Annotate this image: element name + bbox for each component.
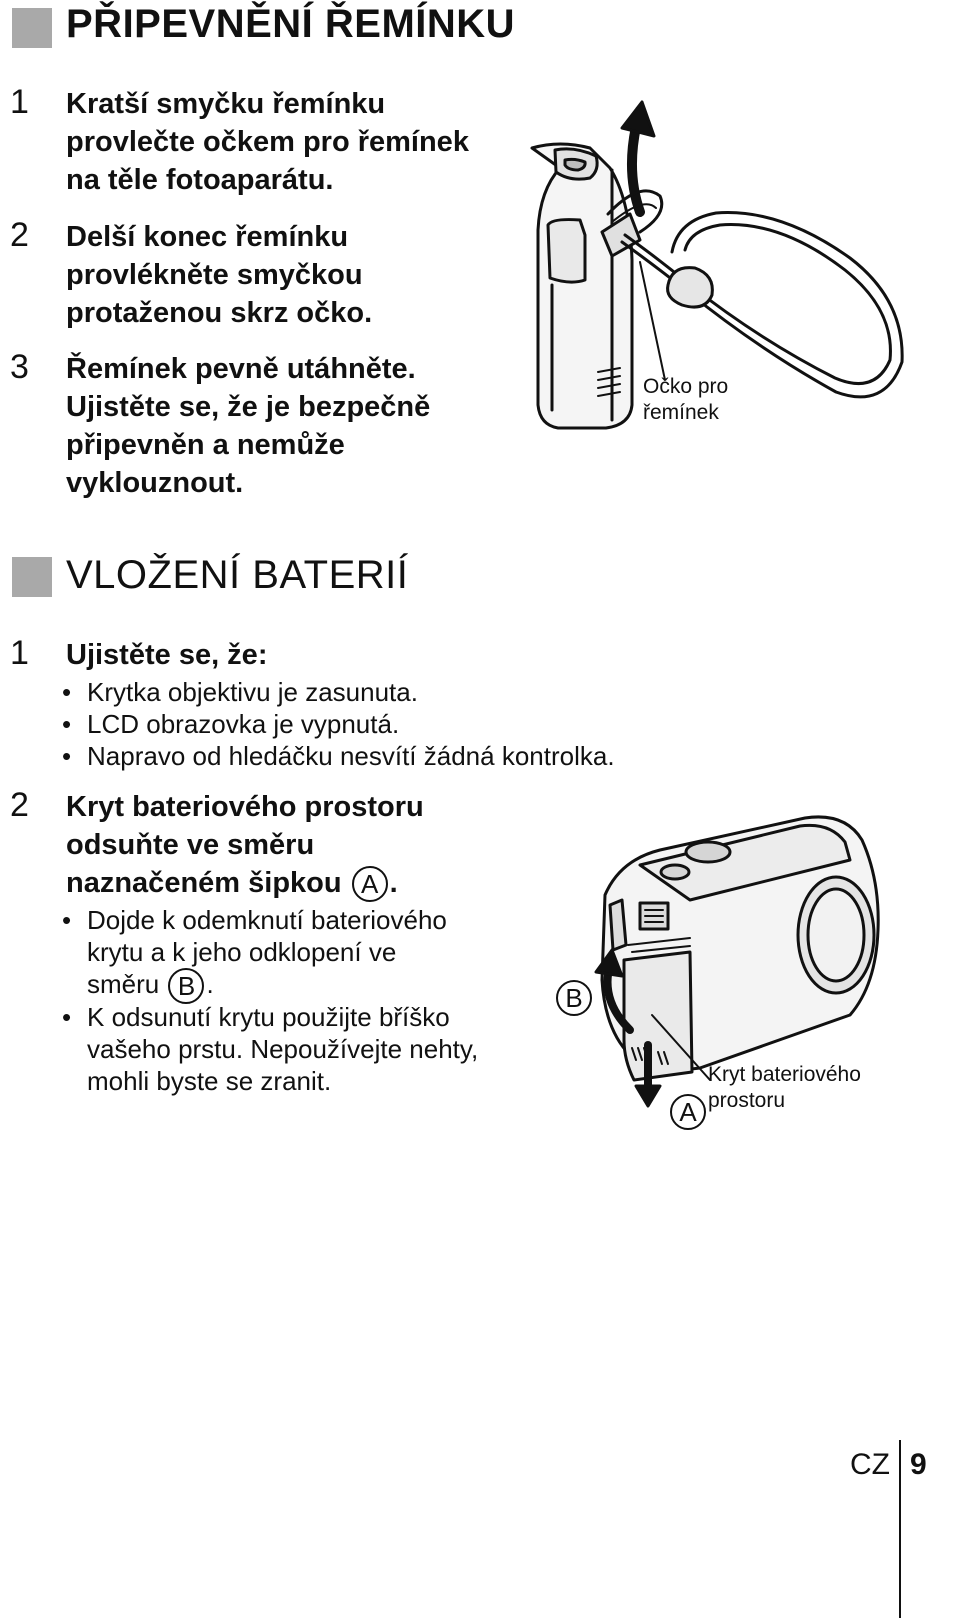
text-line: připevněn a nemůže xyxy=(66,429,345,461)
marker-b-icon: B xyxy=(556,980,592,1016)
text-line: Krytka objektivu je zasunuta. xyxy=(87,677,418,707)
marker-b-icon: B xyxy=(168,968,204,1004)
text-line: Očko pro xyxy=(643,375,729,398)
punctuation: . xyxy=(206,969,214,999)
text-line: prostoru xyxy=(708,1089,786,1112)
page-number: 9 xyxy=(910,1448,927,1481)
punctuation: . xyxy=(389,867,398,899)
marker-a-icon: A xyxy=(352,866,388,902)
text-line: naznačeném šipkou xyxy=(66,867,342,899)
footer-divider xyxy=(899,1440,901,1618)
text-line: LCD obrazovka je vypnutá. xyxy=(87,709,400,739)
bullet-dot: • xyxy=(62,1002,72,1032)
text-line: na těle fotoaparátu. xyxy=(66,164,334,196)
step-number: 1 xyxy=(10,634,29,672)
text-line: Ujistěte se, že je bezpečně xyxy=(66,391,431,423)
battery-cover-label xyxy=(708,1062,861,1114)
text-line: protaženou skrz očko. xyxy=(66,297,373,329)
text-line: provlékněte smyčkou xyxy=(66,259,363,291)
section-title-strap: PŘIPEVNĚNÍ ŘEMÍNKU xyxy=(66,2,516,46)
section-title-batteries: VLOŽENÍ BATERIÍ xyxy=(66,553,409,597)
step-text: Ujistěte se, že: xyxy=(66,639,268,671)
step-number: 2 xyxy=(10,786,29,824)
text-line: řemínek xyxy=(643,401,719,424)
text-line: Kryt bateriového xyxy=(708,1063,861,1086)
step-number: 1 xyxy=(10,83,29,121)
step-number: 2 xyxy=(10,216,29,254)
text-line: odsuňte ve směru xyxy=(66,829,315,861)
marker-a-icon: A xyxy=(670,1094,706,1130)
text-line: mohli byste se zranit. xyxy=(87,1066,332,1096)
text-line: Řemínek pevně utáhněte. xyxy=(66,353,416,385)
text-line: směru xyxy=(87,969,160,999)
footer-language: CZ xyxy=(850,1448,890,1481)
text-line: provlečte očkem pro řemínek xyxy=(66,126,469,158)
bullet-dot: • xyxy=(62,741,72,771)
text-line: Dojde k odemknutí bateriového xyxy=(87,905,447,935)
text-line: vyklouznout. xyxy=(66,467,244,499)
text-line: Kryt bateriového prostoru xyxy=(66,791,424,823)
text-line: krytu a k jeho odklopení ve xyxy=(87,937,397,967)
bullet-dot: • xyxy=(62,905,72,935)
bullet-dot: • xyxy=(62,709,72,739)
text-line: Delší konec řemínku xyxy=(66,221,349,253)
text-line: Kratší smyčku řemínku xyxy=(66,88,386,120)
bullet-dot: • xyxy=(62,677,72,707)
text-line: Napravo od hledáčku nesvítí žádná kontrolka. xyxy=(87,741,615,771)
text-line: vašeho prstu. Nepoužívejte nehty, xyxy=(87,1034,479,1064)
step-number: 3 xyxy=(10,348,29,386)
text-line: K odsunutí krytu použijte bříško xyxy=(87,1002,450,1032)
